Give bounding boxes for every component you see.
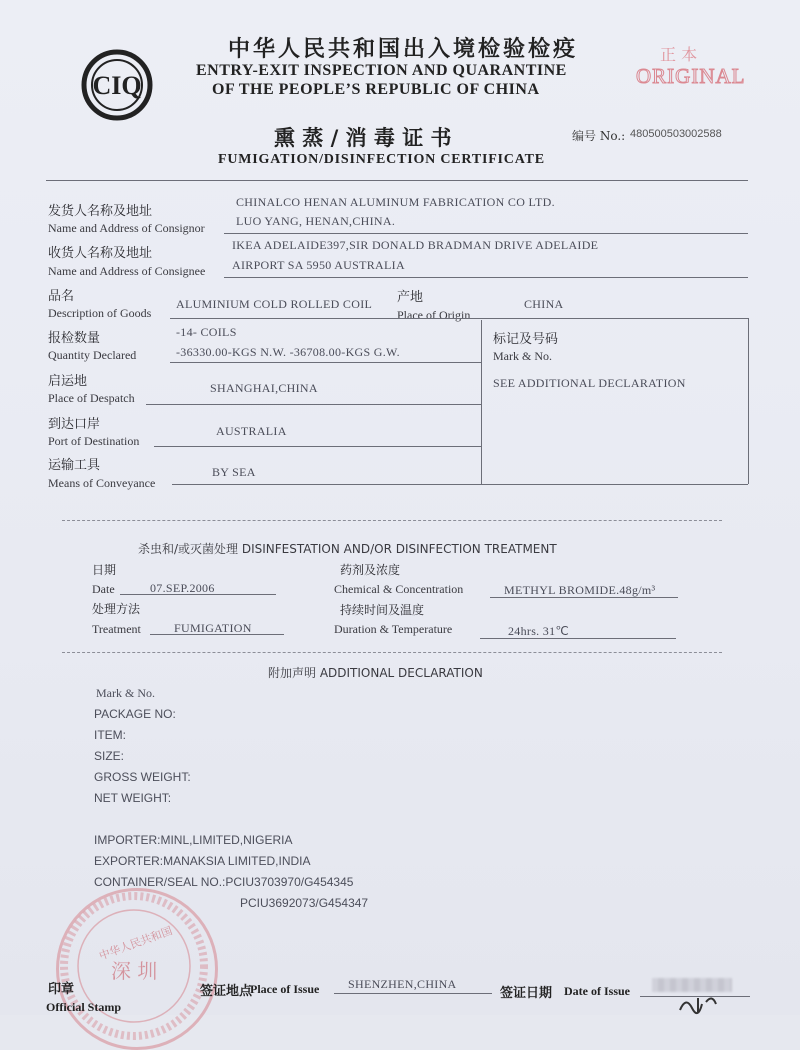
consignee-line-1: IKEA ADELAIDE397,SIR DONALD BRADMAN DRIVE ADELAIDE (232, 238, 599, 252)
consignor-rule (224, 233, 748, 234)
date-rule (120, 594, 276, 595)
destination-label-cn: 到达口岸 (48, 417, 101, 432)
certificate-no: 480500503002588 (630, 128, 722, 140)
date-of-issue-label-cn: 签证日期 (500, 986, 553, 1001)
decl-net-weight: NET WEIGHT: (94, 791, 172, 805)
goods-label-cn: 品名 (48, 289, 75, 304)
chemical-label-cn: 药剂及浓度 (340, 563, 401, 577)
chemical-rule (490, 597, 678, 598)
ciq-logo (80, 48, 154, 122)
treatment-label-en: Treatment (92, 622, 141, 636)
goods-label-en: Description of Goods (48, 306, 152, 320)
consignor-line-2: LUO YANG, HENAN,CHINA. (236, 214, 396, 228)
decl-package: PACKAGE NO: (94, 707, 176, 721)
duration-rule (480, 638, 676, 639)
authority-title-cn: 中华人民共和国出入境检验检疫 (228, 37, 579, 62)
origin-label-en: Place of Origin (397, 308, 471, 322)
seal-center-text: 深 圳 (111, 959, 158, 983)
conveyance-value: BY SEA (212, 465, 256, 479)
additional-heading: 附加声明 ADDITIONAL DECLARATION (268, 666, 483, 680)
date-label-en: Date (92, 582, 115, 596)
quantity-rule (170, 362, 481, 363)
decl-importer: IMPORTER:MINL,LIMITED,NIGERIA (94, 833, 293, 847)
marks-label-en: Mark & No. (493, 349, 552, 363)
marks-value: SEE ADDITIONAL DECLARATION (493, 376, 686, 390)
origin-value: CHINA (524, 297, 564, 311)
goods-value: ALUMINIUM COLD ROLLED COIL (176, 297, 373, 311)
consignee-line-2: AIRPORT SA 5950 AUSTRALIA (232, 258, 405, 272)
chemical-label-en: Chemical & Concentration (334, 582, 464, 596)
certificate-title-cn: 熏 蒸 / 消 毒 证 书 (274, 126, 452, 150)
decl-container-2: PCIU3692073/G454347 (240, 896, 369, 910)
place-of-issue-label-en: Place of Issue (250, 982, 320, 996)
seal-ring-text: 中华人民共和国 (97, 924, 175, 963)
consignor-label-cn: 发货人名称及地址 (48, 204, 153, 219)
decl-exporter: EXPORTER:MANAKSIA LIMITED,INDIA (94, 854, 311, 868)
chemical-value: METHYL BROMIDE.48g/m³ (504, 583, 656, 597)
stamp-label-en: Official Stamp (46, 1000, 121, 1014)
quantity-line-2: -36330.00-KGS N.W. -36708.00-KGS G.W. (176, 345, 400, 359)
decl-container-1: CONTAINER/SEAL NO.:PCIU3703970/G454345 (94, 875, 354, 889)
authority-title-en-2: OF THE PEOPLE’S REPUBLIC OF CHINA (212, 81, 540, 98)
svg-text:CIQ: CIQ (92, 71, 142, 100)
treatment-label-cn: 处理方法 (92, 602, 141, 616)
table-top-border (46, 180, 748, 181)
consignor-line-1: CHINALCO HENAN ALUMINUM FABRICATION CO LTD. (236, 195, 555, 209)
quantity-label-en: Quantity Declared (48, 348, 137, 362)
consignee-rule (224, 277, 748, 278)
authority-title-en-1: ENTRY-EXIT INSPECTION AND QUARANTINE (196, 62, 567, 79)
date-of-issue-label-en: Date of Issue (564, 984, 630, 998)
marks-label-cn: 标记及号码 (493, 332, 559, 347)
mark-box-right (748, 318, 749, 484)
despatch-label-cn: 启运地 (48, 374, 88, 389)
stamp-label-cn: 印章 (48, 982, 75, 997)
conveyance-label-en: Means of Conveyance (48, 476, 156, 490)
decl-item: ITEM: (94, 728, 126, 742)
duration-value: 24hrs. 31℃ (508, 624, 570, 638)
quantity-label-cn: 报检数量 (48, 331, 101, 346)
decl-mark: Mark & No. (96, 686, 155, 700)
destination-label-en: Port of Destination (48, 434, 140, 448)
official-seal (56, 888, 218, 1050)
original-mark-cn: 正 本 (660, 45, 698, 64)
despatch-value: SHANGHAI,CHINA (210, 381, 318, 395)
destination-value: AUSTRALIA (216, 424, 287, 438)
section-divider-2 (62, 652, 722, 653)
despatch-rule (146, 404, 481, 405)
destination-rule (154, 446, 481, 447)
origin-label-cn: 产地 (397, 290, 424, 305)
goods-rule (170, 318, 748, 319)
duration-label-cn: 持续时间及温度 (340, 603, 425, 617)
treatment-value: FUMIGATION (174, 621, 252, 635)
conveyance-label-cn: 运输工具 (48, 458, 101, 473)
consignee-label-en: Name and Address of Consignee (48, 264, 206, 278)
consignor-label-en: Name and Address of Consignor (48, 221, 205, 235)
place-of-issue-rule (334, 993, 492, 994)
ciq-logo-icon (80, 48, 154, 122)
conveyance-rule (172, 484, 748, 485)
despatch-label-en: Place of Despatch (48, 391, 135, 405)
treatment-rule (150, 634, 284, 635)
date-label-cn: 日期 (92, 563, 117, 577)
treatment-heading: 杀虫和/或灭菌处理 DISINFESTATION AND/OR DISINFECTION TREATMENT (138, 542, 557, 556)
section-divider-1 (62, 520, 722, 521)
place-of-issue-label-cn: 签证地点 (200, 984, 253, 999)
consignee-label-cn: 收货人名称及地址 (48, 246, 153, 261)
certificate-no-label: 编号 No.: (572, 129, 626, 143)
decl-size: SIZE: (94, 749, 125, 763)
certificate-title-en: FUMIGATION/DISINFECTION CERTIFICATE (218, 152, 545, 167)
decl-gross-weight: GROSS WEIGHT: (94, 770, 191, 784)
original-mark-en: ORIGINAL (636, 64, 746, 88)
duration-label-en: Duration & Temperature (334, 622, 453, 636)
signature-icon (676, 990, 726, 1015)
quantity-line-1: -14- COILS (176, 325, 237, 339)
place-of-issue-value: SHENZHEN,CHINA (348, 977, 457, 991)
date-value: 07.SEP.2006 (150, 581, 215, 595)
mark-box-left (481, 320, 482, 484)
